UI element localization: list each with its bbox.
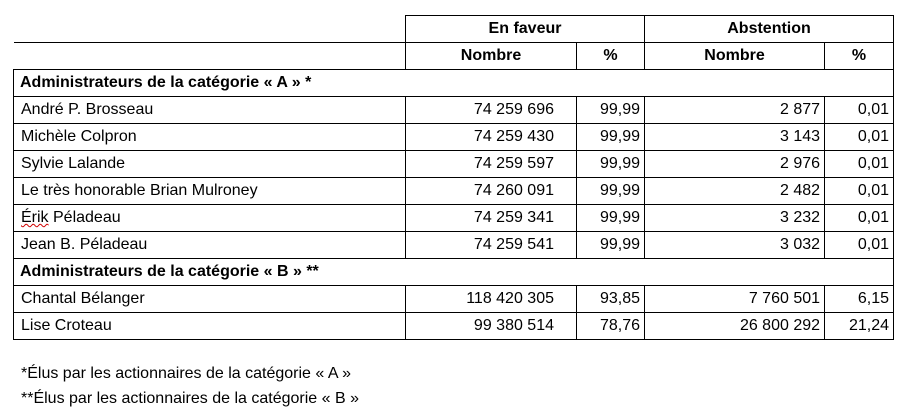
abstention-number: 3 232 — [645, 205, 825, 232]
abstention-percent: 21,24 — [825, 313, 894, 340]
director-name: Sylvie Lalande — [14, 151, 406, 178]
director-name-rest: Péladeau — [48, 209, 121, 226]
abstention-percent: 6,15 — [825, 286, 894, 313]
abstention-number: 2 877 — [645, 97, 825, 124]
header-en-faveur: En faveur — [406, 16, 645, 43]
abstention-percent: 0,01 — [825, 205, 894, 232]
for-percent: 99,99 — [577, 97, 645, 124]
footnote-b: **Élus par les actionnaires de la catégorie « B » — [21, 390, 359, 407]
table-row — [14, 97, 894, 124]
spellcheck-flagged-word: Érik — [21, 209, 49, 226]
for-number: 74 260 091 — [406, 178, 577, 205]
header-row-groups — [14, 16, 894, 43]
for-percent: 99,99 — [577, 178, 645, 205]
abstention-number: 3 143 — [645, 124, 825, 151]
for-number: 74 259 541 — [406, 232, 577, 259]
for-number: 74 259 430 — [406, 124, 577, 151]
table-row — [14, 286, 894, 313]
header-row-columns — [14, 43, 894, 70]
for-percent: 99,99 — [577, 205, 645, 232]
director-name: Chantal Bélanger — [14, 286, 406, 313]
section-row-a — [14, 70, 894, 97]
section-title-a: Administrateurs de la catégorie « A » * — [14, 70, 894, 97]
for-number: 74 259 341 — [406, 205, 577, 232]
abstention-percent: 0,01 — [825, 124, 894, 151]
table-row — [14, 124, 894, 151]
abstention-number: 2 976 — [645, 151, 825, 178]
abstention-number: 7 760 501 — [645, 286, 825, 313]
for-number: 74 259 597 — [406, 151, 577, 178]
director-name: Le très honorable Brian Mulroney — [14, 178, 406, 205]
abstention-percent: 0,01 — [825, 232, 894, 259]
abstention-number: 26 800 292 — [645, 313, 825, 340]
table-row — [14, 151, 894, 178]
footnote-a: *Élus par les actionnaires de la catégorie « A » — [21, 365, 351, 382]
header-empty-cell — [14, 16, 406, 43]
header-empty-cell — [14, 43, 406, 70]
director-name: Michèle Colpron — [14, 124, 406, 151]
section-row-b — [14, 259, 894, 286]
header-for-percent: % — [577, 43, 645, 70]
header-abstention: Abstention — [645, 16, 894, 43]
vote-results-table — [13, 15, 894, 340]
for-percent: 99,99 — [577, 124, 645, 151]
for-percent: 78,76 — [577, 313, 645, 340]
table-row — [14, 205, 894, 232]
section-title-b: Administrateurs de la catégorie « B » ** — [14, 259, 894, 286]
for-percent: 93,85 — [577, 286, 645, 313]
table-row — [14, 232, 894, 259]
header-abstention-number: Nombre — [645, 43, 825, 70]
table-row — [14, 313, 894, 340]
abstention-number: 3 032 — [645, 232, 825, 259]
abstention-number: 2 482 — [645, 178, 825, 205]
director-name: Jean B. Péladeau — [14, 232, 406, 259]
table-row — [14, 178, 894, 205]
for-number: 74 259 696 — [406, 97, 577, 124]
footnotes — [21, 361, 359, 411]
abstention-percent: 0,01 — [825, 151, 894, 178]
abstention-percent: 0,01 — [825, 97, 894, 124]
header-abstention-percent: % — [825, 43, 894, 70]
for-number: 99 380 514 — [406, 313, 577, 340]
for-percent: 99,99 — [577, 151, 645, 178]
director-name: Lise Croteau — [14, 313, 406, 340]
header-for-number: Nombre — [406, 43, 577, 70]
abstention-percent: 0,01 — [825, 178, 894, 205]
for-percent: 99,99 — [577, 232, 645, 259]
for-number: 118 420 305 — [406, 286, 577, 313]
director-name — [14, 205, 406, 232]
director-name: André P. Brosseau — [14, 97, 406, 124]
